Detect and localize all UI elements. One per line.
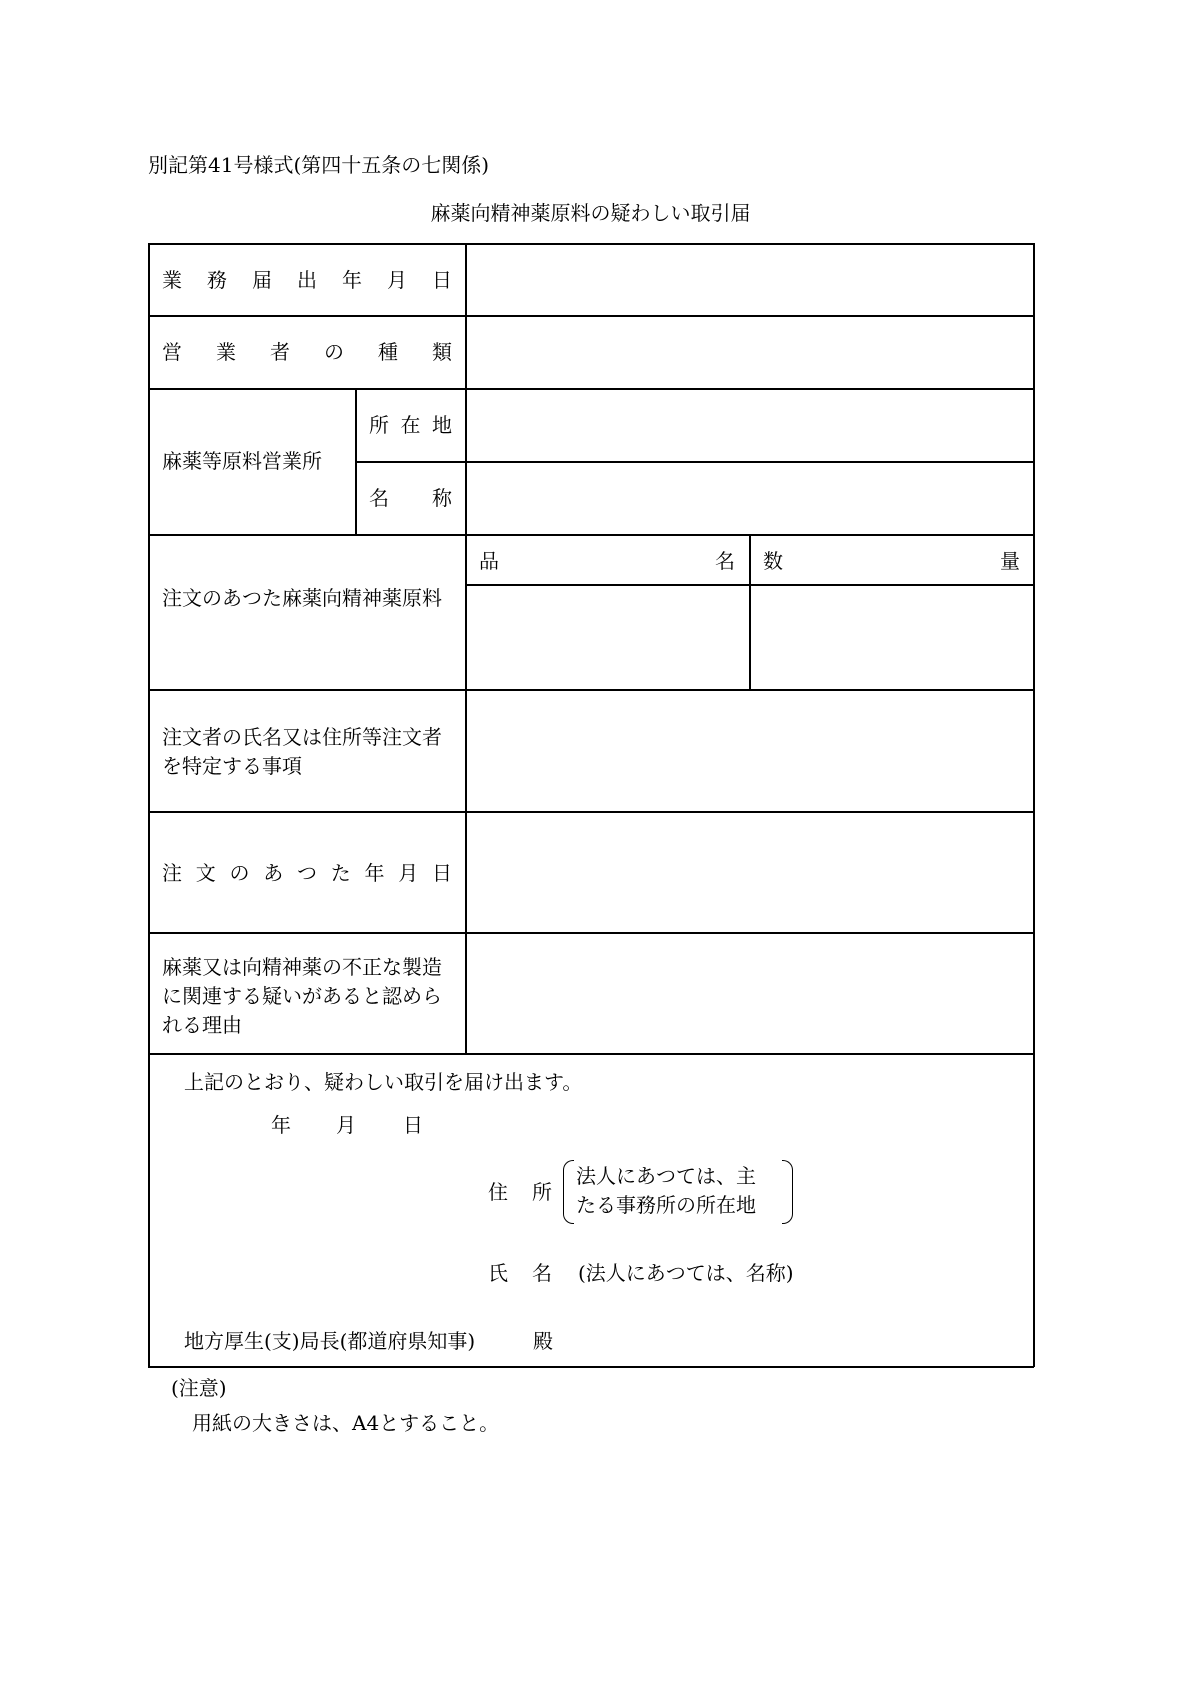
date-day: 日	[403, 1113, 423, 1137]
label-notification-date: 業務届出年月日	[162, 268, 452, 292]
addressee: 地方厚生(支)局長(都道府県知事)	[184, 1329, 476, 1353]
label-product-name: 品名	[479, 549, 735, 573]
label-office-location: 所在地	[369, 413, 452, 437]
date-month: 月	[336, 1113, 356, 1137]
left-bracket	[563, 1160, 574, 1224]
label-ordered-material: 注文のあつた麻薬向精神薬原料	[162, 586, 442, 610]
notes-heading: (注意)	[171, 1376, 227, 1400]
label-business-type: 営業者の種類	[162, 340, 452, 364]
label-order-date: 注文のあつた年月日	[162, 861, 452, 885]
label-office: 麻薬等原料営業所	[162, 449, 322, 473]
name-note: (法人にあつては、名称)	[578, 1261, 794, 1285]
address-label: 住所	[488, 1180, 552, 1204]
label-orderer: 注文者の氏名又は住所等注文者を特定する事項	[162, 725, 442, 778]
address-note-line-1: 法人にあつては、主	[576, 1164, 756, 1188]
right-bracket	[782, 1160, 793, 1224]
label-quantity: 数量	[763, 549, 1020, 573]
date-year: 年	[271, 1113, 291, 1137]
declaration-statement: 上記のとおり、疑わしい取引を届け出ます。	[184, 1070, 583, 1094]
honorific: 殿	[533, 1329, 553, 1353]
address-note-line-2: たる事務所の所在地	[576, 1193, 756, 1217]
label-office-name: 名称	[369, 486, 452, 510]
form-number: 別記第41号様式(第四十五条の七関係)	[148, 153, 490, 177]
notes-text: 用紙の大きさは、A4とすること。	[192, 1411, 500, 1435]
name-label: 氏名	[488, 1261, 552, 1285]
label-reason: 麻薬又は向精神薬の不正な製造に関連する疑いがあると認められる理由	[162, 955, 442, 1037]
form-title: 麻薬向精神薬原料の疑わしい取引届	[430, 201, 751, 225]
